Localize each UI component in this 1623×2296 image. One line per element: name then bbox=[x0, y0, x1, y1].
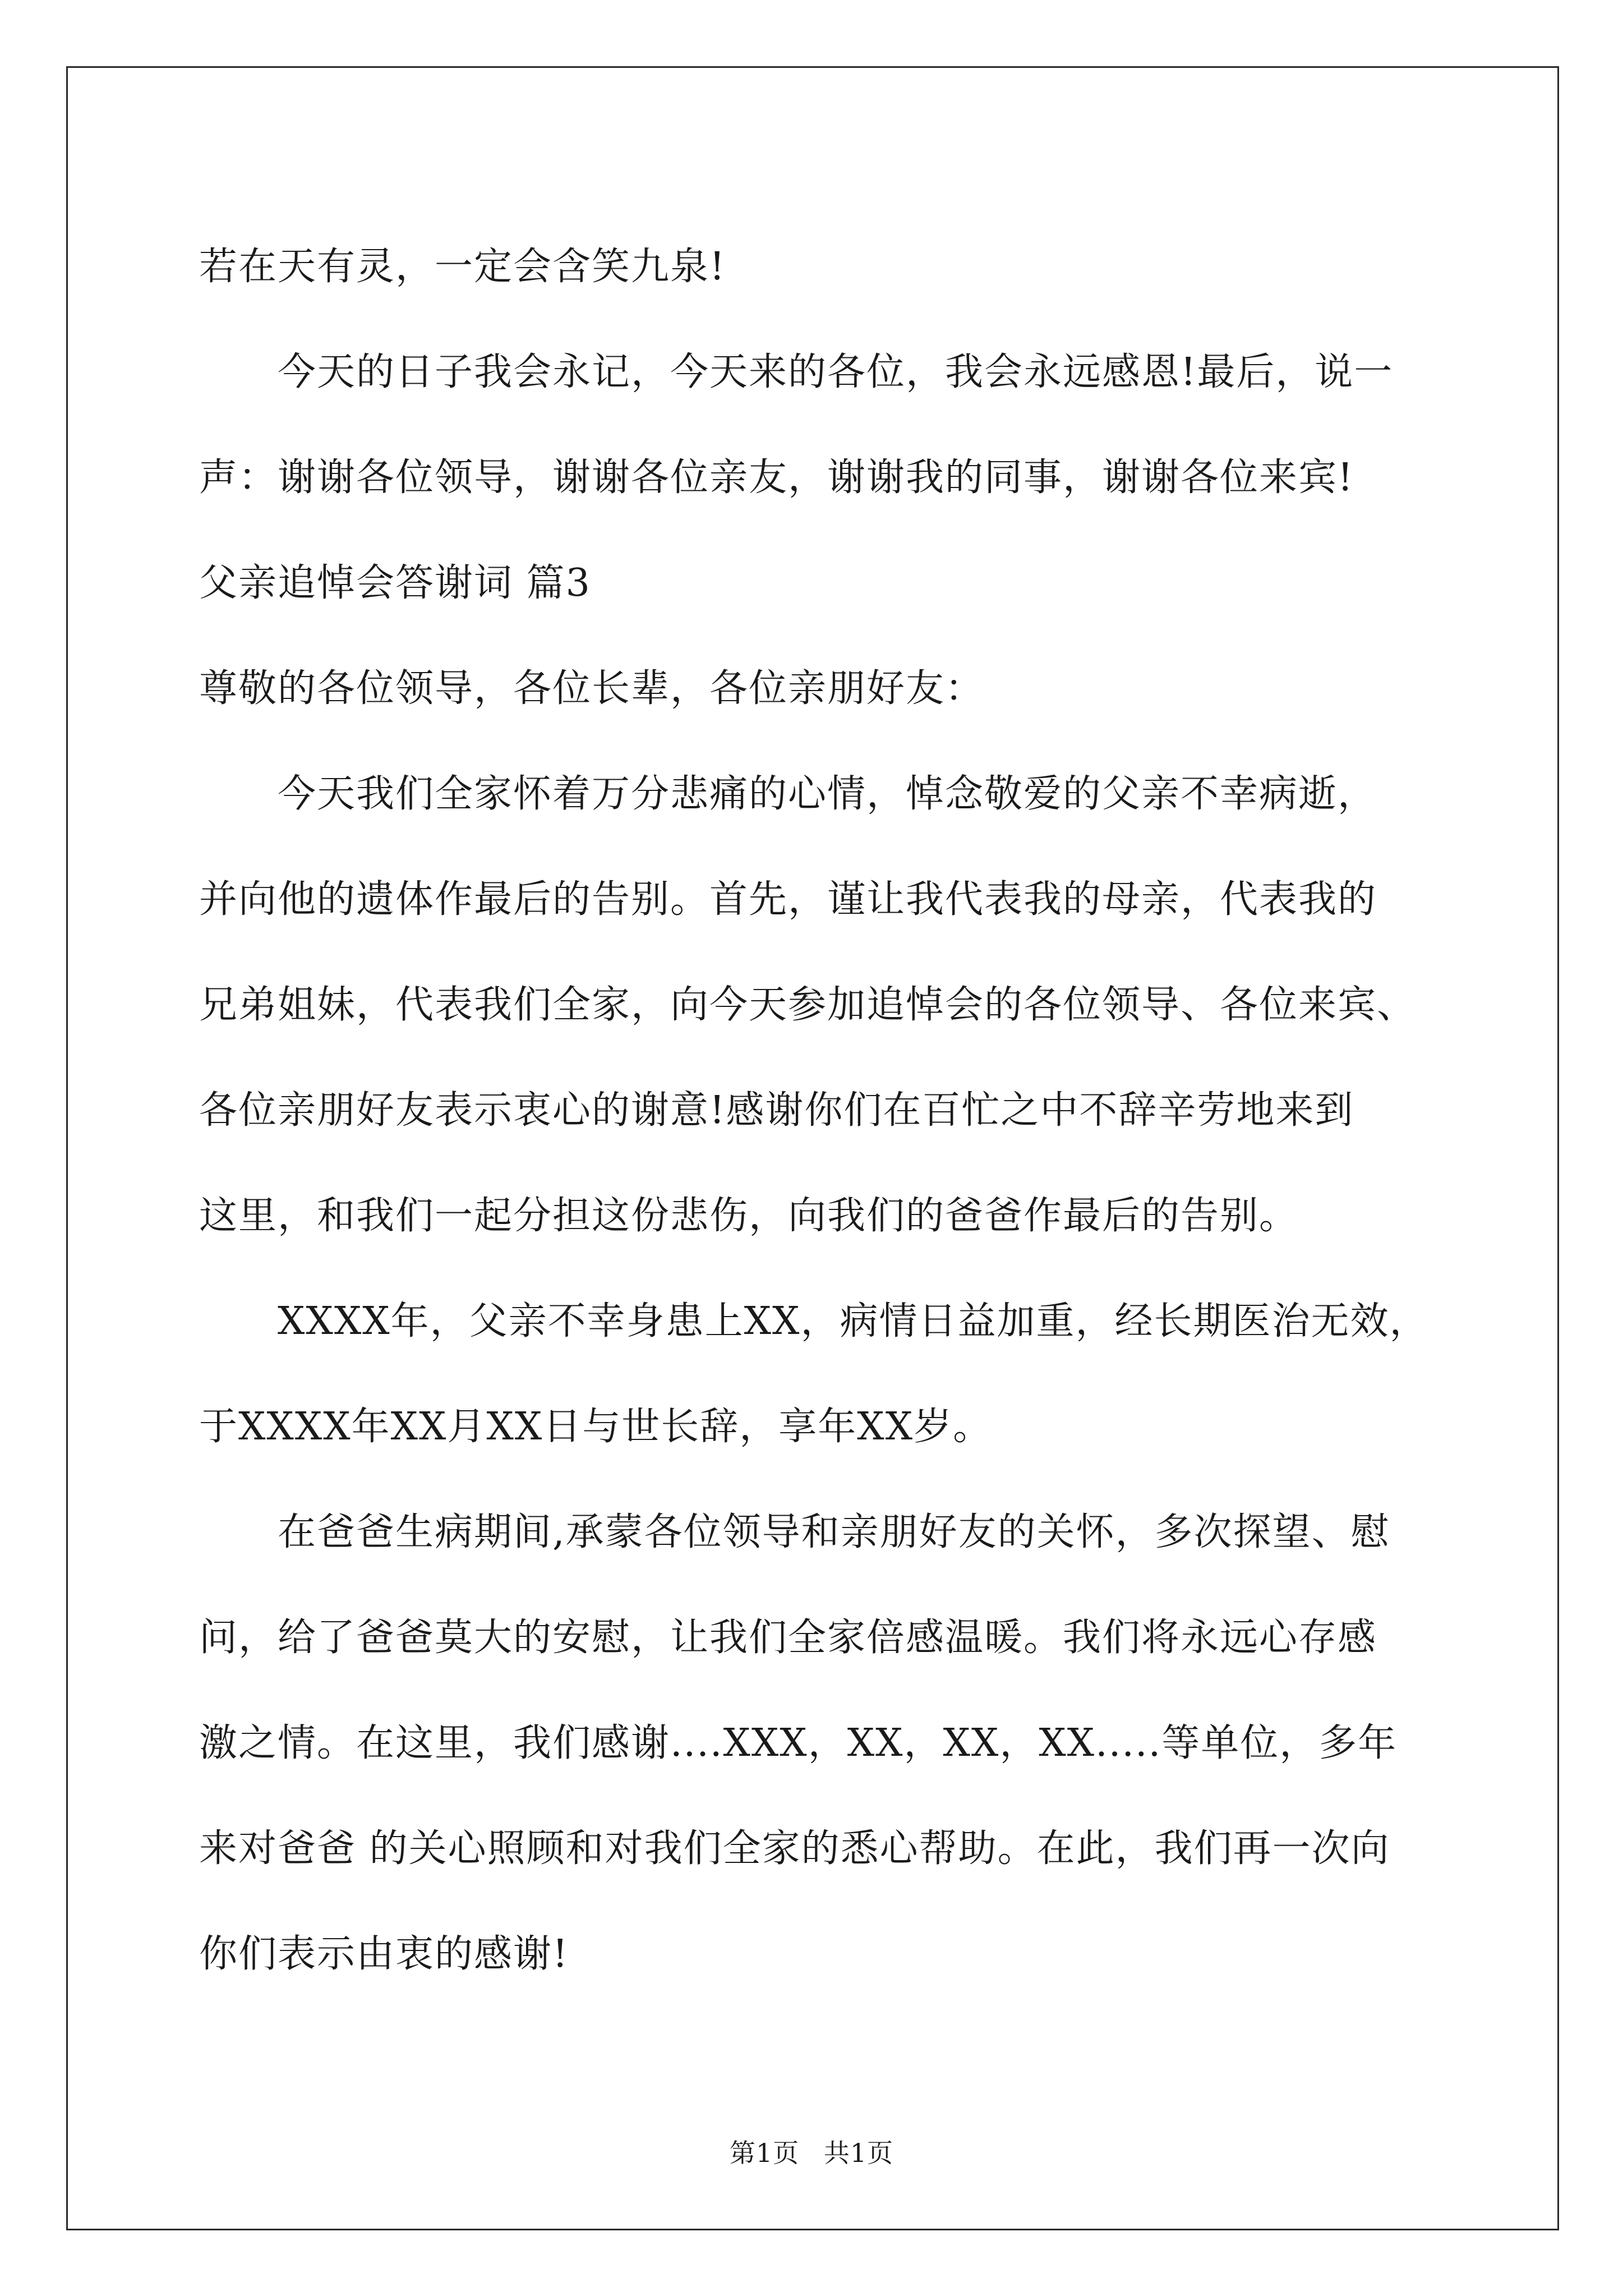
page-number: 第1页 bbox=[729, 2138, 800, 2168]
text-line-1: 若在天有灵，一定会含笑九泉! bbox=[199, 245, 726, 289]
text-line-15: 激之情。在这里，我们感谢....XXX，XX，XX，XX.....等单位，多年 bbox=[199, 1721, 1398, 1765]
text-line-16: 来对爸爸 的关心照顾和对我们全家的悉心帮助。在此，我们再一次向 bbox=[199, 1826, 1390, 1871]
salutation: 尊敬的各位领导，各位长辈，各位亲朋好友： bbox=[199, 666, 985, 711]
text-line-13: 在爸爸生病期间,承蒙各位领导和亲朋好友的关怀，多次探望、慰 bbox=[278, 1510, 1390, 1554]
text-line-8: 兄弟姐妹，代表我们全家，向今天参加追悼会的各位领导、各位来宾、 bbox=[199, 983, 1417, 1027]
page-total: 共1页 bbox=[823, 2138, 894, 2168]
text-line-7: 并向他的遗体作最后的告别。首先，谨让我代表我的母亲，代表我的 bbox=[199, 877, 1377, 922]
text-line-12: 于XXXX年XX月XX日与世长辞，享年XX岁。 bbox=[199, 1405, 993, 1449]
document-body bbox=[199, 214, 1433, 2007]
text-line-9: 各位亲朋好友表示衷心的谢意!感谢你们在百忙之中不辞辛劳地来到 bbox=[199, 1088, 1354, 1133]
section-heading: 父亲追悼会答谢词 篇3 bbox=[199, 561, 591, 605]
text-line-6: 今天我们全家怀着万分悲痛的心情，悼念敬爱的父亲不幸病逝， bbox=[278, 772, 1377, 816]
text-line-14: 问，给了爸爸莫大的安慰，让我们全家倍感温暖。我们将永远心存感 bbox=[199, 1616, 1377, 1660]
text-line-3: 声：谢谢各位领导，谢谢各位亲友，谢谢我的同事，谢谢各位来宾! bbox=[199, 455, 1354, 500]
text-line-10: 这里，和我们一起分担这份悲伤，向我们的爸爸作最后的告别。 bbox=[199, 1194, 1299, 1238]
page-footer bbox=[0, 2133, 1623, 2170]
text-line-17: 你们表示由衷的感谢! bbox=[199, 1932, 569, 1976]
text-line-2: 今天的日子我会永记，今天来的各位，我会永远感恩!最后，说一 bbox=[278, 350, 1394, 394]
text-line-11: XXXX年，父亲不幸身患上XX，病情日益加重，经长期医治无效， bbox=[278, 1299, 1429, 1343]
